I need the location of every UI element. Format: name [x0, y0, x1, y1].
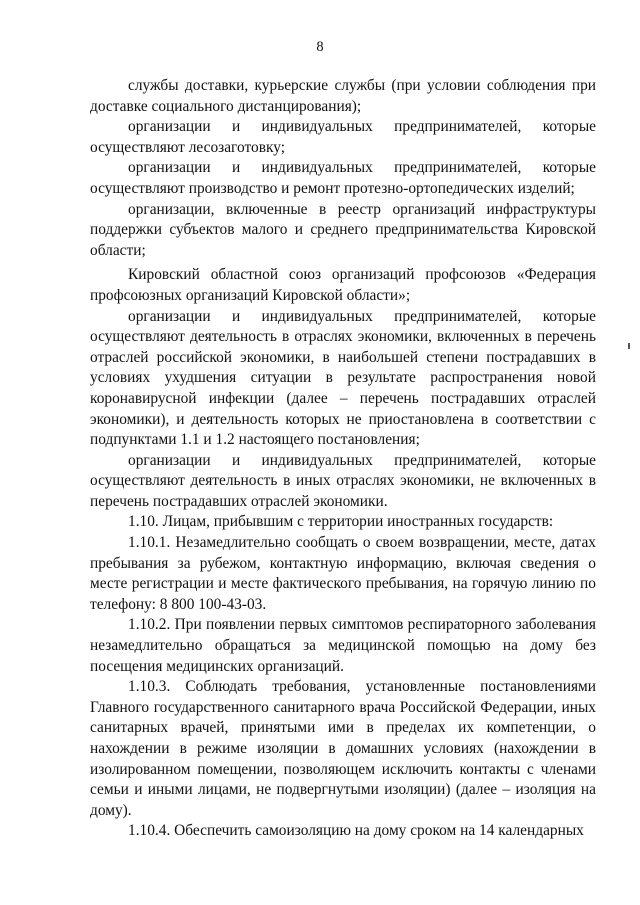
paragraph: 1.10.1. Незамедлительно сообщать о своем возвращении, месте, датах пребывания за рубежом, контактную информацию, включая сведения о месте регистрации и месте фактического пребывания, на горячую линию по телефону: 8 800 100-43-03. [90, 534, 596, 613]
paragraph: организации и индивидуальных предпринимателей, которые осуществляют деятельность в отраслях экономики, включенных в перечень отраслей российской экономики, в наибольшей степени пострадавших в условиях ухудшения ситуации в результате распространения новой коронавирусной инфекции (далее – перечень пострадавших отраслей экономики), и деятельность которых не приостановлена в соответствии с подпунктами 1.1 и 1.2 настоящего постановления; [90, 307, 596, 449]
paragraph: организации, включенные в реестр организаций инфраструктуры поддержки субъектов малого и среднего предпринимательства Кировской области; [90, 200, 596, 259]
paragraph: Кировский областной союз организаций профсоюзов «Федерация профсоюзных организаций Кировской области»; [90, 266, 596, 304]
document-body [90, 76, 596, 842]
paragraph: службы доставки, курьерские службы (при условии соблюдения при доставке социального дистанцирования); [90, 77, 596, 115]
paragraph: организации и индивидуальных предпринимателей, которые осуществляют лесозаготовку; [90, 118, 596, 156]
scan-mark [628, 343, 630, 349]
paragraph: 1.10.4. Обеспечить самоизоляцию на дому сроком на 14 календарных [128, 822, 584, 840]
paragraph: организации и индивидуальных предпринимателей, которые осуществляют производство и ремонт протезно-ортопедических изделий; [90, 159, 596, 197]
page-number: 8 [316, 39, 324, 55]
paragraph: 1.10. Лицам, прибывшим с территории иностранных государств: [128, 513, 554, 531]
paragraph: организации и индивидуальных предпринимателей, которые осуществляют деятельность в иных отраслях экономики, не включенных в перечень пострадавших отраслей экономики. [90, 451, 596, 510]
paragraph: 1.10.2. При появлении первых симптомов респираторного заболевания незамедлительно обращаться за медицинской помощью на дому без посещения медицинских организаций. [90, 616, 596, 675]
paragraph: 1.10.3. Соблюдать требования, установленные постановлениями Главного государственного санитарного врача Российской Федерации, иных санитарных врачей, принятыми ими в пределах их компетенции, о нахождении в режиме изоляции в домашних условиях (нахождении в изолированном помещении, позволяющем исключить контакты с членами семьи и иными лицами, не подвергнутыми изоляции) (далее – изоляция на дому). [90, 678, 596, 819]
